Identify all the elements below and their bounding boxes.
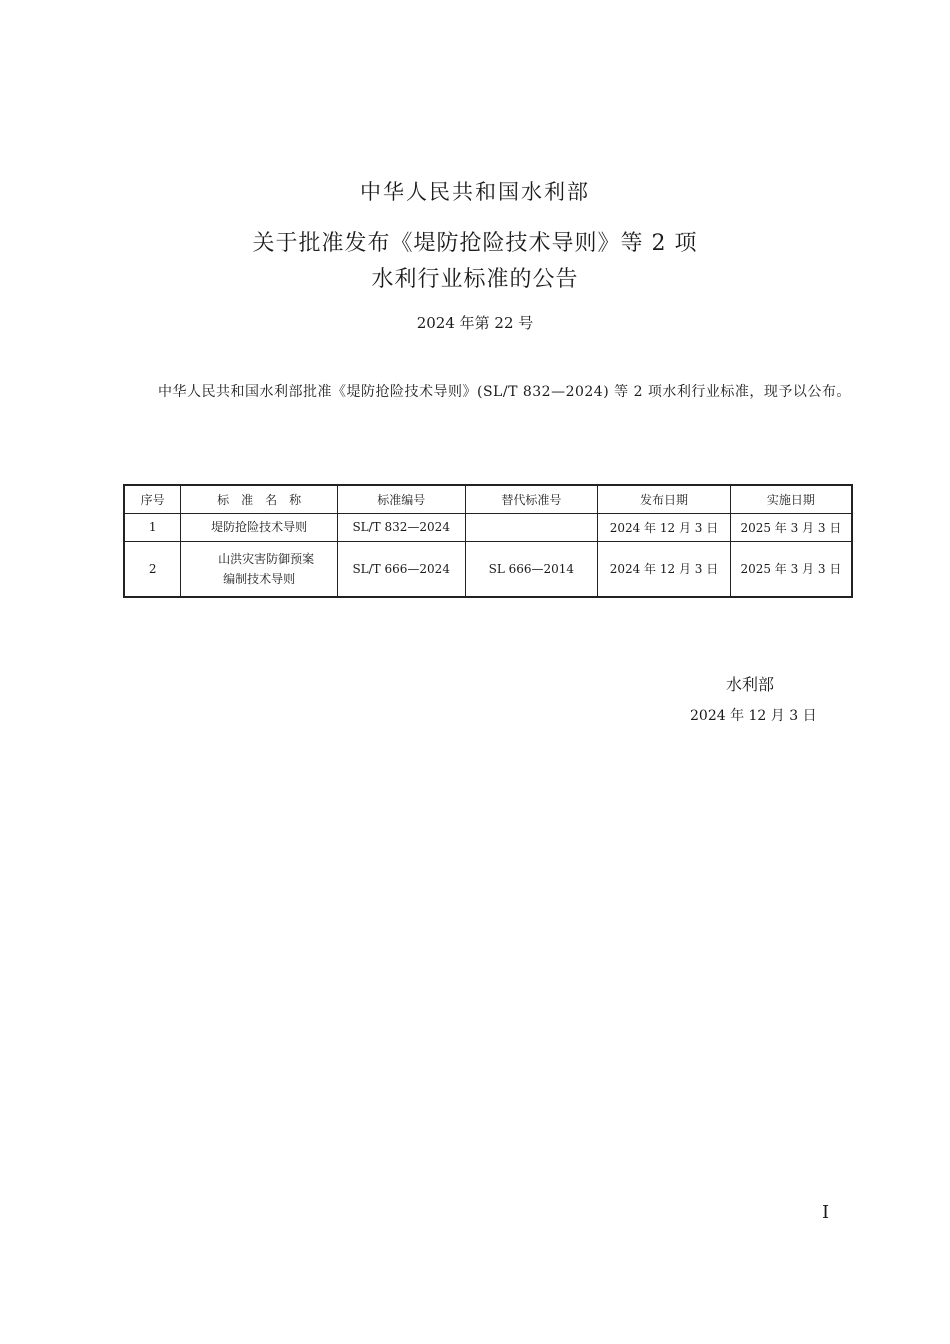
header-serial: 序号 bbox=[124, 485, 181, 513]
cell-issue-date: 2024 年 12 月 3 日 bbox=[598, 513, 731, 541]
signing-date: 2024 年 12 月 3 日 bbox=[690, 708, 817, 724]
header-replaced-code: 替代标准号 bbox=[465, 485, 598, 513]
standards-table bbox=[123, 484, 853, 598]
cell-serial: 1 bbox=[124, 513, 181, 541]
header-standard-name: 标 准 名 称 bbox=[181, 485, 338, 513]
signing-organization: 水利部 bbox=[725, 675, 774, 694]
announcement-body: 中华人民共和国水利部批准《堤防抢险技术导则》(SL/T 832—2024) 等 2 项水利行业标准，现予以公布。 bbox=[158, 384, 851, 400]
cell-issue-date: 2024 年 12 月 3 日 bbox=[598, 541, 731, 597]
issuer-name: 中华人民共和国水利部 bbox=[360, 180, 590, 204]
cell-serial: 2 bbox=[124, 541, 181, 597]
cell-standard-name bbox=[181, 541, 338, 597]
title-line-2: 水利行业标准的公告 bbox=[371, 267, 579, 292]
page-number: I bbox=[822, 1202, 830, 1223]
cell-effective-date: 2025 年 3 月 3 日 bbox=[730, 513, 852, 541]
header-effective-date: 实施日期 bbox=[730, 485, 852, 513]
cell-replaced-code: SL 666—2014 bbox=[465, 541, 598, 597]
cell-replaced-code bbox=[465, 513, 598, 541]
standard-name-line-1: 山洪灾害防御预案 bbox=[218, 551, 315, 566]
header-issue-date: 发布日期 bbox=[598, 485, 731, 513]
table-row bbox=[124, 513, 852, 541]
cell-standard-code: SL/T 832—2024 bbox=[337, 513, 465, 541]
announcement-title bbox=[0, 226, 950, 298]
standard-name-line-2: 编制技术导则 bbox=[223, 571, 296, 586]
document-number: 2024 年第 22 号 bbox=[416, 314, 534, 332]
header-standard-code: 标准编号 bbox=[337, 485, 465, 513]
signature-block bbox=[690, 672, 820, 725]
cell-standard-name bbox=[181, 513, 338, 541]
cell-effective-date: 2025 年 3 月 3 日 bbox=[730, 541, 852, 597]
table-header-row bbox=[124, 485, 852, 513]
title-line-1: 关于批准发布《堤防抢险技术导则》等 2 项 bbox=[252, 231, 698, 256]
cell-standard-code: SL/T 666—2024 bbox=[337, 541, 465, 597]
standard-name-line-1: 堤防抢险技术导则 bbox=[211, 520, 308, 534]
table-row bbox=[124, 541, 852, 597]
